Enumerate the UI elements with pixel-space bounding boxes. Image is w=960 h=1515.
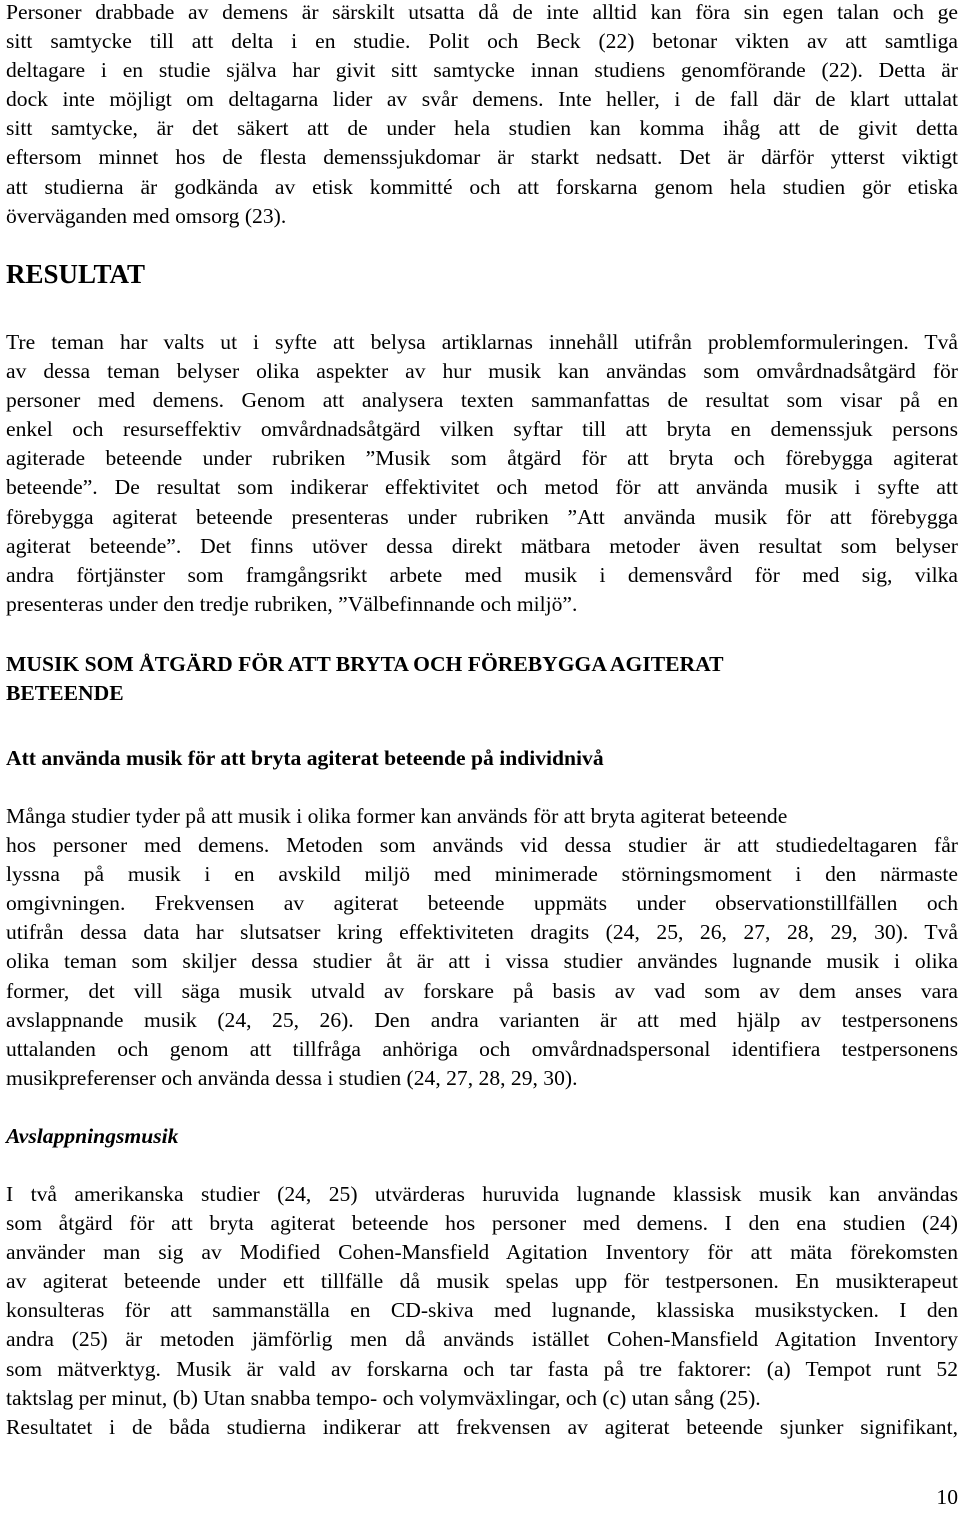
intro-paragraph [6,0,958,231]
text-line: beteende”. De resultat som indikerar effektivitet och metod för att använda musik i syfte att [6,475,958,500]
text-line: agiterade beteende under rubriken ”Musik som åtgärd för att bryta och förebygga agiterat [6,446,958,471]
text-line: använder man sig av Modified Cohen-Mansfield Agitation Inventory för att mäta förekomsten [6,1240,958,1265]
text-line: konsulteras för att sammanställa en CD-skiva med lugnande, klassiska musikstycken. I den [6,1298,958,1323]
text-line: andra förtjänster som framgångsrikt arbete med musik i demensvård för med sig, vilka [6,562,958,587]
text-line: utifrån dessa data har slutsatser kring effektiviteten dragits (24, 25, 26, 27, 28, 29, 30). Två [6,920,958,945]
avslappning-paragraph [6,1180,958,1442]
section-heading-line: MUSIK SOM ÅTGÄRD FÖR ATT BRYTA OCH FÖREBYGGA AGITERAT [6,652,724,676]
text-line: Många studier tyder på att musik i olika former kan används för att bryta agiterat beteende [6,804,788,828]
text-line: presenteras under den tredje rubriken, ”Välbefinnande och miljö”. [6,591,578,616]
text-line: hos personer med demens. Metoden som används vid dessa studier är att studiedeltagaren får [6,833,958,858]
text-line: andra (25) är metoden jämförlig men då används istället Cohen-Mansfield Agitation Inventory [6,1327,958,1352]
text-line: dock inte möjligt om deltagarna lider av svår demens. Inte heller, i de fall där de klart uttalat [6,87,958,112]
page-number: 10 [936,1485,958,1509]
text-line: omgivningen. Frekvensen av agiterat beteende uppmäts under observationstillfällen och [6,891,958,916]
text-line: Personer drabbade av demens är särskilt utsatta då de inte alltid kan föra sin egen talan och ge [6,0,958,24]
text-line: deltagare i en studie själva har givit sitt samtycke innan studiens genomförande (22). Detta är [6,58,958,83]
text-line: som mätverktyg. Musik är vald av forskarna och tar fasta på tre faktorer: (a) Tempot runt 52 [6,1356,958,1381]
text-line: som åtgärd för att bryta agiterat beteende hos personer med demens. I den ena studien (24) [6,1211,958,1236]
text-line: överväganden med omsorg (23). [6,203,287,228]
text-line: förebygga agiterat beteende presenteras under rubriken ”Att använda musik för att förebygga [6,504,958,529]
text-line: av dessa teman belyser olika aspekter av hur musik kan användas som omvårdnadsåtgärd för [6,359,958,384]
text-line: sitt samtycke, är det säkert att de under hela studien kan komma ihåg att de givit detta [6,116,958,141]
text-line: uttalanden och genom att tillfråga anhöriga och omvårdnadspersonal identifiera testpersonens [6,1036,958,1061]
text-line: I två amerikanska studier (24, 25) utvärderas huruvida lugnande klassisk musik kan användas [6,1182,958,1206]
text-line: avslappnande musik (24, 25, 26). Den andra varianten är att med hjälp av testpersonens [6,1007,958,1032]
text-line: olika teman som skiljer dessa studier åt är att i vissa studier användes lugnande musik i olika [6,949,958,974]
text-line: personer med demens. Genom att analysera texten sammanfattas de resultat som visar på en [6,388,958,413]
text-line: agiterat beteende”. Det finns utöver dessa direkt mätbara metoder även resultat som belyser [6,533,958,558]
subsection-heading: Att använda musik för att bryta agiterat beteende på individnivå [6,746,604,770]
text-line: musikpreferenser och använda dessa i studien (24, 27, 28, 29, 30). [6,1065,578,1090]
italic-heading: Avslappningsmusik [6,1124,179,1148]
text-line: sitt samtycke till att delta i en studie. Polit och Beck (22) betonar vikten av att samtliga [6,29,958,54]
text-line: enkel och resurseffektiv omvårdnadsåtgärd vilken syftar till att bryta en demenssjuk persons [6,417,958,442]
subsection-paragraph [6,802,958,1093]
results-heading: RESULTAT [6,259,146,289]
section-heading [6,650,724,708]
text-line: eftersom minnet hos de flesta demenssjukdomar är starkt nedsatt. Det är därför ytterst viktigt [6,145,958,170]
text-line: former, det vill säga musik utvald av forskare på basis av vad som av dem anses vara [6,978,958,1003]
text-line: Resultatet i de båda studierna indikerar att frekvensen av agiterat beteende sjunker signifikant, [6,1414,958,1439]
text-line: Tre teman har valts ut i syfte att belysa artiklarnas innehåll utifrån problemformuleringen. Två [6,330,958,354]
results-paragraph [6,328,958,619]
text-line: lyssna på musik i en avskild miljö med minimerade störningsmoment i den närmaste [6,862,958,887]
section-heading-line: BETEENDE [6,681,124,706]
text-line: av agiterat beteende under ett tillfälle då musik spelas upp för testpersonen. En musikterapeut [6,1269,958,1294]
text-line: att studierna är godkända av etisk kommitté och att forskarna genom hela studien gör etiska [6,174,958,199]
text-line: taktslag per minut, (b) Utan snabba tempo- och volymväxlingar, och (c) utan sång (25). [6,1385,761,1410]
